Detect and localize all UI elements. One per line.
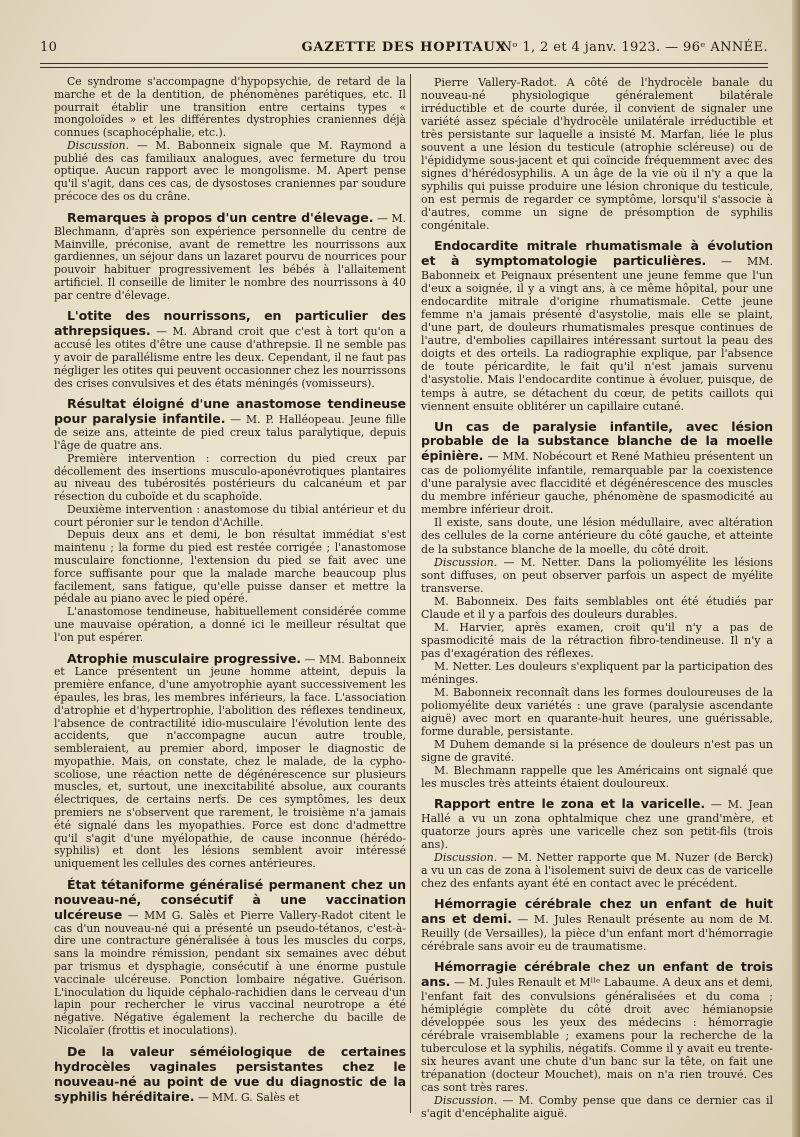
article-paragraph [54,878,406,1038]
section-heading: L'otite des nourrissons, en particulier des athrepsiques. [54,308,406,339]
article-paragraph [421,797,773,851]
article-paragraph [421,556,773,595]
section-heading: Hémorragie cérébrale chez un enfant de huit ans et demi. [421,896,773,927]
article-paragraph [54,140,406,204]
article-paragraph [421,660,773,686]
section-heading: Hémorragie cérébrale chez un enfant de trois ans. [421,959,773,990]
paragraph-text: M. Netter. Les douleurs s'expliquent par la participation des méninges. [421,659,773,686]
article-paragraph [54,76,406,140]
article-paragraph [421,960,773,1094]
article-paragraph [54,1045,406,1105]
article-paragraph [54,504,406,530]
paragraph-text: — M. Comby pense que dans ce dernier cas il s'agit d'encéphalite aiguë. [421,1094,773,1121]
article-paragraph [54,652,406,871]
left-column [54,76,406,1104]
article-paragraph [421,764,773,790]
discussion-label: Discussion. [67,138,130,152]
section-heading: Rapport entre le zona et la varicelle. [434,796,706,812]
discussion-label: Discussion. [434,555,498,569]
paragraph-text: Depuis deux ans et demi, le bon résultat immédiat s'est maintenu ; la forme du pied est restée corrigée ; l'anastomose musculaire fonctionne, l'extension du pied se fait avec une force suffisante pour que la malade marche beaucoup plus facilement, sans fatigue, qu'elle puisse danser et mettre la pédale au piano avec le pied opéré. [54,528,406,606]
running-header [40,40,768,62]
paragraph-text: — M. Blechmann, d'après son expérience personnelle du centre de Mainville, préconise, avant de remettre les nourrissons aux gardiennes, un séjour dans un lazaret pourvu de nourrices pour pouvoir habituer progressivement les bébés à l'allaitement artificiel. Il conseille de limiter le nombre des nourrissons à 40 par centre d'élevage. [54,211,406,302]
article-paragraph [54,211,406,303]
header-rule-bottom [40,67,768,68]
paragraph-text: Première intervention : correction du pied creux par décollement des insertions musculo-aponévrotiques plantaires au niveau des tubérosités postérieurs du calcanéum et par résection du cuboïde et du scaphoïde. [54,451,406,504]
paragraph-text: M. Blechmann rappelle que les Américains ont signalé que les muscles très atteints étaient douloureux. [421,764,773,791]
paragraph-text: Pierre Vallery-Radot. A côté de l'hydrocèle banale du nouveau-né physiologique généralement bilatérale irréductible et de courte durée, il convient de signaler une variété assez spéciale d'hydrocèle unilatérale irréductible et très persistante sur laquelle a insisté M. Marfan, liée le plus souvent a une lésion du testicule (atrophie scléreuse) ou de l'épididyme sous-jacent et qui coïncide fréquemment avec des signes d'hérédosyphilis. A un âge de la vie où il n'y a que la syphilis qui puisse produire une lésion chronique du testicule, on est permis de regarder ce symptôme, lorsqu'il s'associe à d'autres, comme un signe de présomption de syphilis congénitale. [421,76,773,233]
article-paragraph [421,420,773,517]
article-paragraph [54,529,406,606]
paragraph-text: M. Babonneix. Des faits semblables ont été étudiés par Claude et il y a parfois des douleurs durables. [421,594,773,621]
paragraph-text: — M. Netter. Dans la poliomyélite les lésions sont diffuses, on peut observer parfois un aspect de myélite transverse. [421,555,773,595]
section-heading: Un cas de paralysie infantile, avec lésion probable de la substance blanche de la moelle épinière. [421,418,773,464]
article-paragraph [54,397,406,452]
issue-info: Nᵒ 1, 2 et 4 janv. 1923. — 96ᵉ ANNÉE. [500,40,768,55]
column-divider [410,74,411,1113]
right-column [421,76,773,1120]
paragraph-text: Il existe, sans doute, une lésion médullaire, avec altération des cellules de la corne antérieure du côté gauche, et atteinte de la substance blanche de la moelle, du côté droit. [421,516,773,556]
article-paragraph [421,239,773,412]
paragraph-text: — MM. Nobécourt et René Mathieu présentent un cas de poliomyélite infantile, remarquable par la coexistence d'une paralysie avec flaccidité et dégénérescence des muscles du membre inférieur gauche, phénomène de spasmodicité au membre inférieur droit. [421,450,773,517]
paragraph-text: — M. P. Halléopeau. Jeune fille de seize ans, atteinte de pied creux talus paralytique, depuis l'âge de quatre ans. [54,413,406,453]
journal-title: GAZETTE DES HOPITAUX [301,40,507,55]
article-paragraph [54,309,406,390]
article-paragraph [421,516,773,555]
paragraph-text: — MM. G. Salès et [197,1090,300,1104]
section-heading: État tétaniforme généralisé permanent chez un nouveau-né, consécutif à une vaccination ulcéreuse [54,876,406,922]
article-paragraph [421,686,773,738]
paragraph-text: — M. Abrand croit que c'est à tort qu'on a accusé les otites d'être une cause d'athrepsie. Il ne semble pas y avoir de parallélisme entre les deux. Cependant, il ne faut pas négliger les otites qui peuvent occasionner chez les nourrissons des crises convulsives et des états méningés (vomisseurs). [54,325,406,390]
article-paragraph [421,1094,773,1120]
paragraph-text: — M. Babonneix signale que M. Raymond a publié des cas familiaux analogues, avec fermeture du trou optique. Aucun rapport avec le mongolisme. M. Apert pense qu'il s'agit, dans ces cas, de dysostoses craniennes par soudure précoce des os du crâne. [54,138,407,204]
article-paragraph [421,897,773,953]
paragraph-text: M Duhem demande si la présence de douleurs n'est pas un signe de gravité. [421,737,773,765]
section-heading: Endocardite mitrale rhumatismale à évolution et à symptomatologie particulières. [421,238,773,269]
header-rule-top [40,63,768,64]
paragraph-text: — MM. Babonneix et Lance présentent un jeune homme atteint, depuis la première enfance, d'une amyotrophie ayant successivement les épaules, les bras, les membres inférieurs, la face. L'association d'atrophie et d'hypertrophie, l'abolition des réflexes tendineux, l'absence de contractilité idio-musculaire l'évolution lente des accidents, que n'accompagne aucun autre trouble, sembleraient, au premier abord, imposer le diagnostic de myopathie. Mais, on constate, chez le malade, de la cypho-scoliose, une réaction nette de dégénérescence sur plusieurs muscles, et, surtout, une inexcitabilité absolue, aux courants électriques, de certains nerfs. De ces symptômes, les deux premiers ne s'observent que rarement, le troisième n'a jamais été signalé dans les myopathies. Force est donc d'admettre qu'il s'agit d'une myélopathie, de cause inconnue (hérédo-syphilis) et dont les lésions semblent avoir intéressé uniquement les cellules des cornes antérieures. [54,652,407,871]
paragraph-text: — M. Jules Renault présente au nom de M. Reuilly (de Versailles), la pièce d'un enfant mort d'hémorragie cérébrale sans avoir eu de traumatisme. [421,913,773,954]
discussion-label: Discussion. [434,1094,498,1108]
paragraph-text: — M. Netter rapporte que M. Nuzer (de Berck) a vu un cas de zona à l'isolement suivi de deux cas de varicelle chez des enfants ayant été en contact avec le précédent. [421,851,773,891]
article-paragraph [421,621,773,660]
section-heading: Atrophie musculaire progressive. [67,650,301,666]
article-paragraph [421,738,773,764]
binding-edge [792,0,800,1137]
article-paragraph [421,595,773,621]
page-number: 10 [40,40,58,55]
section-heading: Remarques à propos d'un centre d'élevage. [67,209,374,225]
paragraph-text: — M. Jean Hallé a vu un zona ophtalmique chez une grand'mère, et quatorze jours après une varicelle chez son petit-fils (trois ans). [421,798,773,852]
paragraph-text: Deuxième intervention : anastomose du tibial antérieur et du court péronier sur le tendon d'Achille. [54,502,406,529]
article-paragraph [421,851,773,890]
paragraph-text: Ce syndrome s'accompagne d'hypopsychie, de retard de la marche et de la dentition, de phénomènes parétiques, etc. Il pourrait établir une transition entre certains types « mongoloïdes » et les différentes dystrophies craniennes déjà connues (scaphocéphalie, etc.). [54,75,406,140]
paragraph-text: — MM G. Salès et Pierre Vallery-Radot citent le cas d'un nouveau-né qui a présenté un pseudo-tétanos, c'est-à-dire une contracture généralisée à tous les muscles du corps, sans la moindre rémission, pendant six semaines avec début par trismus et dysphagie, consécutif à une énorme pustule vaccinale ulcéreuse. Ponction lombaire négative. Guérison. L'inoculation du liquide céphalo-rachidien dans le cerveau d'un lapin pour rechercher le virus vaccinal neurotrope a été négative. Négative également la recherche du bacille de Nicolaïer (frottis et inoculations). [54,908,406,1037]
section-heading: Résultat éloigné d'une anastomose tendineuse pour paralysie infantile. [54,396,406,427]
section-heading: De la valeur séméiologique de certaines hydrocèles vaginales persistantes chez le nouveau-né au point de vue du diagnostic de la syphilis héréditaire. [54,1043,406,1104]
paragraph-text: L'anastomose tendineuse, habituellement considérée comme une mauvaise opération, a donné ici le meilleur résultat que l'on put espérer. [54,605,406,644]
article-paragraph [421,76,773,232]
article-paragraph [54,453,406,504]
discussion-label: Discussion. [434,851,498,865]
paragraph-text: M. Harvier, après examen, croit qu'il n'y a pas de spasmodicité mais de la rétraction fibro-tendineuse. Il n'y a pas d'exagération des réflexes. [421,620,773,660]
paragraph-text: M. Babonneix reconnaît dans les formes douloureuses de la poliomyélite deux variétés : une grave (paralysie ascendante aiguë) avec mort en quarante-huit heures, une guérissable, forme durable, persistante. [421,685,773,738]
article-paragraph [54,606,406,644]
paragraph-text: — MM. Babonneix et Peignaux présentent une jeune femme que l'un d'eux a soignée, il y a vingt ans, à ce même hôpital, pour une endocardite mitrale d'origine rhumatismale. Cette jeune femme n'a jamais présenté d'asystolie, mais elle se plaint, d'une part, de douleurs rhumatismales presque continues de l'autre, d'embolies capillaires intéressant surtout la peau des doigts et des orteils. La radiographie explique, par l'absence de toute péricardite, le fait qu'il n'est jamais survenu d'asystolie. Mais l'endocardite continue à évoluer, puisque, de temps à autre, se détachent du cœur, de petits caillots qui viennent ensuite oblitérer un capillaire cutané. [421,255,773,413]
paragraph-text: — M. Jules Renault et Mˡˡᵉ Labaume. A deux ans et demi, l'enfant fait des convulsions généralisées et du coma ; hémiplégie complète du côté droit avec hémianopsie développée sous les yeux des médecins : hémorragie cérébrale vraisemblable ; examens pour la recherche de la tuberculose et la syphilis, négatifs. Comme il y avait eu trente-six heures avant une chute d'un banc sur la tête, on fait une trépanation (docteur Mouchet), mais on n'a rien trouvé. Ces cas sont très rares. [421,976,773,1095]
